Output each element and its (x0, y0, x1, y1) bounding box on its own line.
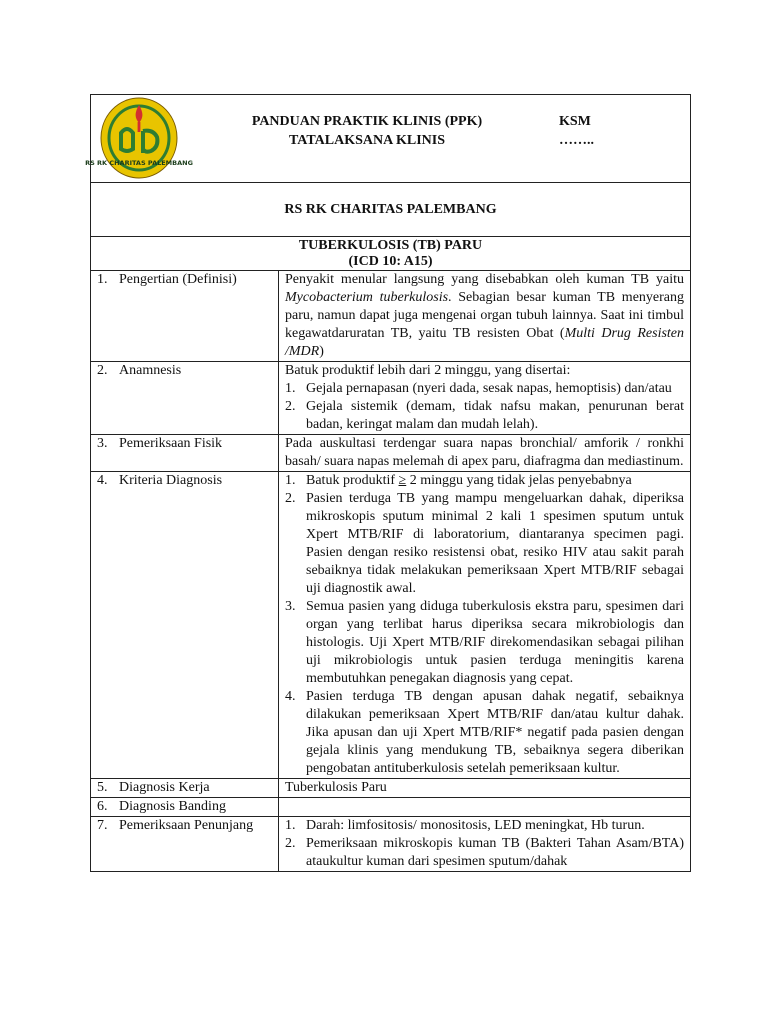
definition-text-2: . Sebagian besar kuman TB menyerang paru, namun dapat juga mengenai organ tubuh lainnya. Saat ini timbul kegawatdaruratan TB, yaitu TB resisten Obat ( (285, 290, 684, 341)
ksm-block (559, 112, 659, 150)
list-item (285, 380, 684, 398)
row-label (91, 435, 279, 472)
anamnesis-list (285, 380, 684, 434)
row-content (279, 362, 691, 435)
anamnesis-intro: Batuk produktif lebih dari 2 minggu, yang disertai: (285, 363, 571, 378)
row-content (279, 472, 691, 779)
table-row (91, 779, 691, 798)
list-text: Semua pasien yang diduga tuberkulosis ekstra paru, spesimen dari organ yang terlibat harus diperiksa secara mikrobiologis dan histologis. Uji Xpert MTB/RIF direkomendasikan sebagai pilihan uji mikrobiologis untuk pasien terduga meningitis karena membutuhkan penegakan diagnosis yang cepat. (306, 599, 684, 686)
list-item (285, 490, 684, 598)
ppk-table (90, 270, 691, 872)
definition-italic: Mycobacterium tuberkulosis (285, 290, 449, 305)
definition-italic-2: Multi Drug Resisten /MDR (285, 326, 685, 359)
title-line-1: PANDUAN PRAKTIK KLINIS (PPK) (251, 114, 483, 129)
row-label (91, 362, 279, 435)
topic-heading (90, 236, 691, 270)
gte-symbol: ≥ (398, 473, 407, 488)
list-item (285, 598, 684, 688)
list-item (285, 835, 684, 871)
list-text: Gejala sistemik (demam, tidak nafsu makan, penurunan berat badan, keringat malam dan mudah lelah). (306, 399, 684, 432)
table-row (91, 435, 691, 472)
definition-text-3: ) (319, 344, 324, 359)
row-number: 1. (97, 272, 108, 287)
criteria-list (285, 472, 684, 778)
row-label (91, 472, 279, 779)
list-text: Darah: limfositosis/ monositosis, LED meningkat, Hb turun. (306, 818, 645, 833)
list-number: 2. (285, 836, 296, 851)
list-number: 4. (285, 689, 296, 704)
table-row (91, 362, 691, 435)
list-text: Pasien terduga TB dengan apusan dahak negatif, sebaiknya dilakukan pemeriksaan Xpert MTB/RIF dan/atau kultur dahak. Jika apusan dan uji Xpert MTB/RIF* negatif pada pasien dengan gejala klinis yang mendukung TB, sebaiknya segera diberikan pengobatan antituberkulosis setelah pemeriksaan kultur. (306, 689, 684, 776)
ksm-value: …….. (559, 133, 594, 148)
list-text: Pemeriksaan mikroskopis kuman TB (Bakteri Tahan Asam/BTA) ataukultur kuman dari spesimen sputum/dahak (306, 836, 684, 869)
row-content: Tuberkulosis Paru (279, 779, 691, 798)
list-item (285, 472, 684, 490)
document-header (85, 94, 691, 182)
row-label-text: Anamnesis (119, 363, 182, 378)
ppk-document (85, 94, 691, 872)
list-number: 1. (285, 473, 296, 488)
row-number: 2. (97, 363, 108, 378)
definition-text: Penyakit menular langsung yang disebabkan oleh kuman TB yaitu (285, 272, 684, 287)
document-title (217, 112, 517, 150)
list-number: 1. (285, 818, 296, 833)
table-row (91, 271, 691, 362)
table-row (91, 472, 691, 779)
row-content (279, 817, 691, 872)
list-number: 2. (285, 399, 296, 414)
support-list (285, 817, 684, 871)
row-label-text: Pemeriksaan Penunjang (119, 818, 254, 833)
row-label-text: Diagnosis Banding (119, 799, 226, 814)
row-label (91, 271, 279, 362)
table-row (91, 798, 691, 817)
topic-title: TUBERKULOSIS (TB) PARU (298, 238, 483, 253)
row-number: 4. (97, 473, 108, 488)
row-number: 3. (97, 436, 108, 451)
row-content: Pada auskultasi terdengar suara napas bronchial/ amforik / ronkhi basah/ suara napas melemah di apex paru, diafragma dan mediastinum. (279, 435, 691, 472)
topic-code: (ICD 10: A15) (348, 254, 433, 269)
row-label (91, 779, 279, 798)
row-label-text: Diagnosis Kerja (119, 780, 210, 795)
hospital-logo (85, 97, 193, 179)
row-label-text: Pengertian (Definisi) (119, 272, 237, 287)
row-label (91, 817, 279, 872)
row-number: 6. (97, 799, 108, 814)
list-text: 2 minggu yang tidak jelas penyebabnya (406, 473, 632, 488)
row-label (91, 798, 279, 817)
row-content (279, 798, 691, 817)
title-line-2: TATALAKSANA KLINIS (289, 133, 445, 148)
list-item (285, 398, 684, 434)
ksm-label: KSM (559, 114, 591, 129)
list-item (285, 688, 684, 778)
row-label-text: Pemeriksaan Fisik (119, 436, 223, 451)
list-number: 2. (285, 491, 296, 506)
list-number: 3. (285, 599, 296, 614)
row-content (279, 271, 691, 362)
row-number: 5. (97, 780, 108, 795)
list-text: Batuk produktif (306, 473, 399, 488)
list-item (285, 817, 684, 835)
list-text: Gejala pernapasan (nyeri dada, sesak napas, hemoptisis) dan/atau (306, 381, 672, 396)
hospital-name: RS RK CHARITAS PALEMBANG (90, 182, 691, 236)
table-row (91, 817, 691, 872)
row-label-text: Kriteria Diagnosis (119, 473, 223, 488)
list-text: Pasien terduga TB yang mampu mengeluarkan dahak, diperiksa mikroskopis sputum minimal 2 kali 1 spesimen sputum untuk Xpert MTB/RIF di laboratorium, diantaranya specimen pagi. Pasien dengan resiko resistensi obat, resiko HIV atau sakit parah sebaiknya tidak melakukan pemeriksaan Xpert MTB/RIF sebagai uji diagnostik awal. (306, 491, 684, 596)
row-number: 7. (97, 818, 108, 833)
logo-caption: RS RK CHARITAS PALEMBANG (85, 159, 193, 167)
list-number: 1. (285, 381, 296, 396)
